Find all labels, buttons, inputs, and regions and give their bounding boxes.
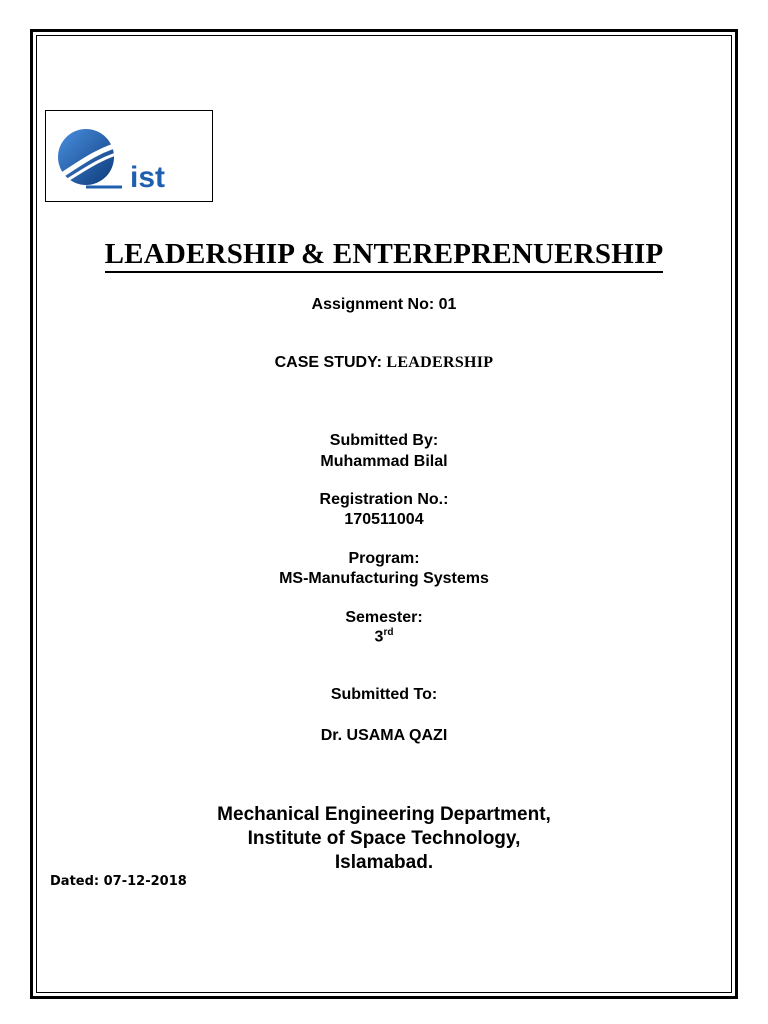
submitted-by-value: Muhammad Bilal [320, 453, 448, 470]
department-block [0, 803, 768, 875]
semester-value: 3rd [374, 627, 394, 646]
department-line-1: Mechanical Engineering Department, [217, 804, 551, 825]
case-study [0, 354, 768, 372]
submitted-to-label: Submitted To: [330, 686, 438, 703]
ist-logo-icon [56, 125, 206, 189]
program-value: MS-Manufacturing Systems [279, 570, 489, 587]
page-title: LEADERSHIP & ENTEREPRENUERSHIP [0, 238, 768, 271]
assignment-number: Assignment No: 01 [311, 296, 457, 313]
registration-value: 170511004 [344, 511, 424, 528]
semester-label: Semester: [345, 609, 423, 626]
submitted-to-value: Dr. USAMA QAZI [320, 727, 448, 744]
case-study-value: LEADERSHIP [386, 354, 494, 371]
logo-text: ist [130, 161, 166, 189]
registration-label: Registration No.: [319, 491, 449, 508]
program-label: Program: [348, 550, 420, 567]
case-study-label: CASE STUDY: [274, 354, 382, 371]
department-line-3: Islamabad. [334, 852, 434, 873]
submitted-by-label: Submitted By: [329, 432, 439, 449]
logo-frame [45, 110, 213, 202]
department-line-2: Institute of Space Technology, [247, 828, 521, 849]
date-line: Dated: 07-12-2018 [50, 874, 187, 889]
